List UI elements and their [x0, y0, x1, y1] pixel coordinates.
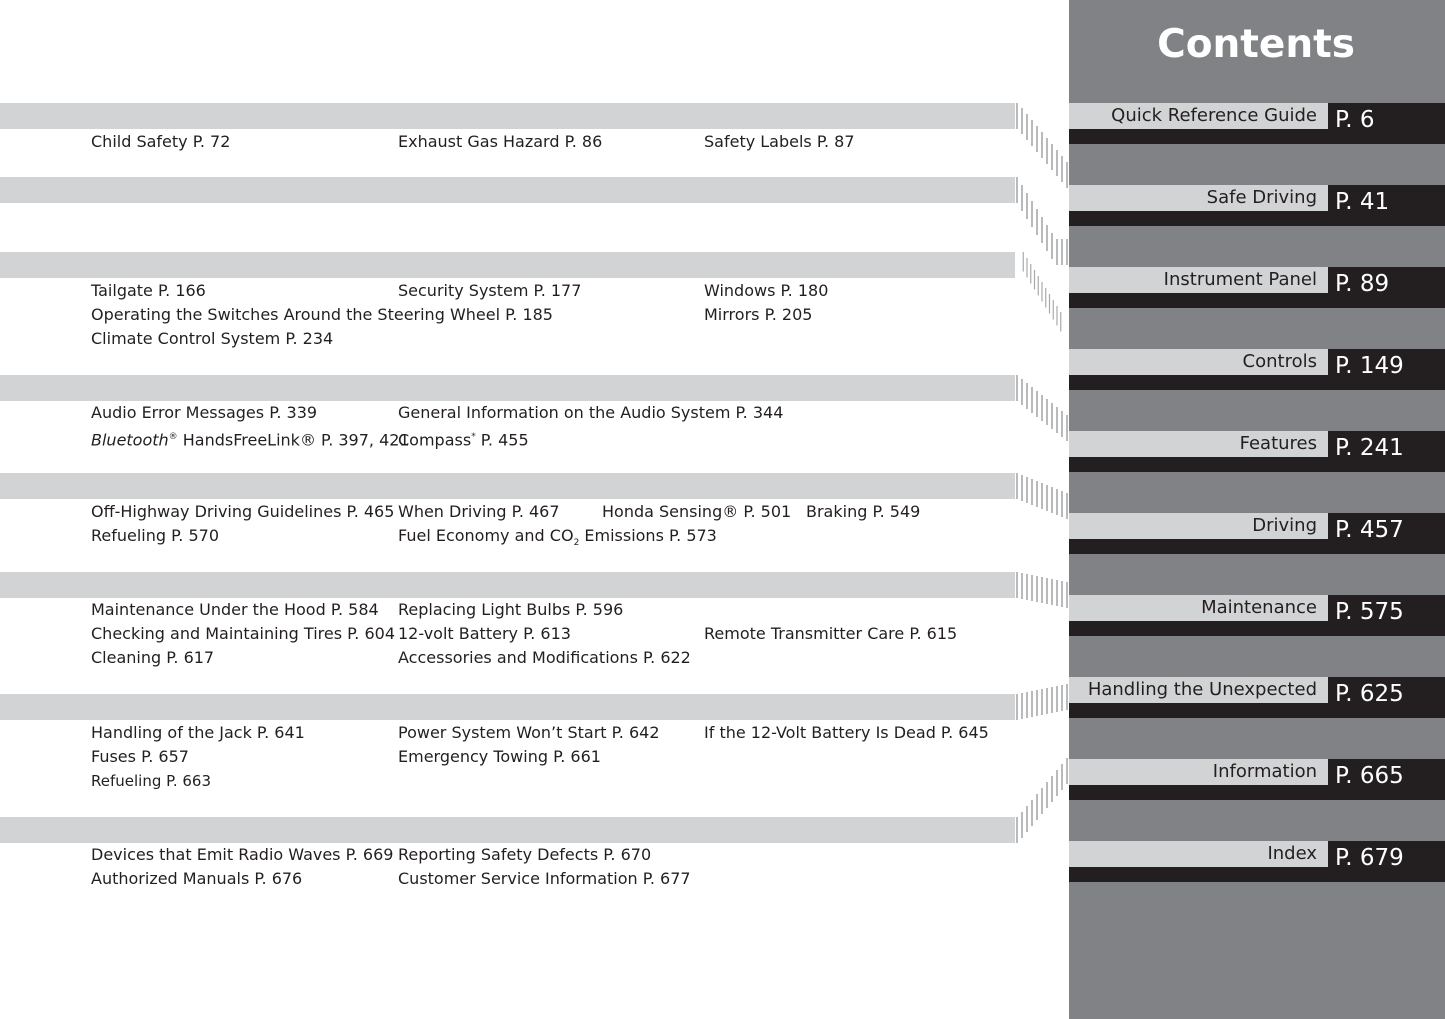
link-authorized-manuals[interactable]: Authorized Manuals P. 676 — [91, 869, 303, 888]
connector-information — [1015, 755, 1069, 845]
link-text: Fuel Economy and CO — [398, 526, 574, 545]
registered-mark: ® — [168, 432, 178, 442]
tab-maintenance[interactable]: Maintenance — [1069, 595, 1328, 621]
link-honda-sensing[interactable]: Honda Sensing® P. 501 — [602, 502, 792, 521]
tab-page-driving[interactable]: P. 457 — [1328, 513, 1445, 554]
tab-features[interactable]: Features — [1069, 431, 1328, 457]
link-remote-transmitter-care[interactable]: Remote Transmitter Care P. 615 — [704, 624, 958, 643]
link-maintenance-under-hood[interactable]: Maintenance Under the Hood P. 584 — [91, 600, 379, 619]
section-band-driving — [0, 473, 1015, 499]
section-band-safe-driving — [0, 103, 1015, 129]
section-band-features — [0, 375, 1015, 401]
tab-page-maintenance[interactable]: P. 575 — [1328, 595, 1445, 636]
tab-page-index[interactable]: P. 679 — [1328, 841, 1445, 882]
link-compass[interactable] — [398, 427, 529, 450]
link-battery-dead[interactable]: If the 12-Volt Battery Is Dead P. 645 — [704, 723, 989, 742]
link-cleaning[interactable]: Cleaning P. 617 — [91, 648, 215, 667]
link-mirrors[interactable]: Mirrors P. 205 — [704, 305, 813, 324]
tab-page-controls[interactable]: P. 149 — [1328, 349, 1445, 390]
tab-safe-driving[interactable]: Safe Driving — [1069, 185, 1328, 211]
tab-quick-reference-guide[interactable]: Quick Reference Guide — [1069, 103, 1328, 129]
page-title: Contents — [1157, 22, 1355, 67]
section-band-instrument-panel — [0, 177, 1015, 203]
link-fuel-economy[interactable] — [398, 526, 717, 553]
section-band-maintenance — [0, 572, 1015, 598]
link-refueling-unexpected[interactable]: Refueling P. 663 — [91, 772, 211, 790]
link-exhaust-gas-hazard[interactable]: Exhaust Gas Hazard P. 86 — [398, 132, 603, 151]
link-braking[interactable]: Braking P. 549 — [806, 502, 921, 521]
tab-controls[interactable]: Controls — [1069, 349, 1328, 375]
link-text: Emissions P. 573 — [579, 526, 717, 545]
section-band-controls — [0, 252, 1015, 278]
link-handling-of-jack[interactable]: Handling of the Jack P. 641 — [91, 723, 305, 742]
link-security-system[interactable]: Security System P. 177 — [398, 281, 582, 300]
tab-page-safe-driving[interactable]: P. 41 — [1328, 185, 1445, 226]
option-asterisk: * — [471, 432, 476, 442]
link-text: P. 455 — [475, 430, 529, 450]
link-refueling[interactable]: Refueling P. 570 — [91, 526, 219, 545]
link-tires[interactable]: Checking and Maintaining Tires P. 604 — [91, 624, 396, 643]
section-band-information — [0, 817, 1015, 843]
link-text: HandsFreeLink® P. 397, 421 — [177, 430, 410, 450]
tab-driving[interactable]: Driving — [1069, 513, 1328, 539]
tab-page-features[interactable]: P. 241 — [1328, 431, 1445, 472]
link-safety-labels[interactable]: Safety Labels P. 87 — [704, 132, 855, 151]
tab-page-instrument-panel[interactable]: P. 89 — [1328, 267, 1445, 308]
link-12-volt-battery[interactable]: 12-volt Battery P. 613 — [398, 624, 571, 643]
link-customer-service[interactable]: Customer Service Information P. 677 — [398, 869, 691, 888]
connector-maintenance — [1015, 572, 1069, 662]
link-radio-waves[interactable]: Devices that Emit Radio Waves P. 669 — [91, 845, 394, 864]
subscript-two: 2 — [573, 538, 580, 549]
connector-handling — [1015, 660, 1069, 750]
bluetooth-brand: Bluetooth — [91, 430, 169, 450]
connector-controls — [1015, 252, 1069, 342]
tab-handling-the-unexpected[interactable]: Handling the Unexpected — [1069, 677, 1328, 703]
connector-driving — [1015, 473, 1069, 563]
link-audio-general-info[interactable]: General Information on the Audio System P. 344 — [398, 403, 784, 422]
link-bluetooth-handsfreelink[interactable] — [91, 427, 410, 450]
link-climate-control[interactable]: Climate Control System P. 234 — [91, 329, 334, 348]
link-reporting-safety-defects[interactable]: Reporting Safety Defects P. 670 — [398, 845, 652, 864]
link-power-system-wont-start[interactable]: Power System Won’t Start P. 642 — [398, 723, 660, 742]
link-emergency-towing[interactable]: Emergency Towing P. 661 — [398, 747, 601, 766]
tab-instrument-panel[interactable]: Instrument Panel — [1069, 267, 1328, 293]
link-text: Compass — [398, 430, 472, 450]
tab-page-information[interactable]: P. 665 — [1328, 759, 1445, 800]
tab-page-handling-the-unexpected[interactable]: P. 625 — [1328, 677, 1445, 718]
link-windows[interactable]: Windows P. 180 — [704, 281, 829, 300]
link-fuses[interactable]: Fuses P. 657 — [91, 747, 189, 766]
section-band-handling — [0, 694, 1015, 720]
tab-page-quick-reference-guide[interactable]: P. 6 — [1328, 103, 1445, 144]
link-when-driving[interactable]: When Driving P. 467 — [398, 502, 560, 521]
tab-index[interactable]: Index — [1069, 841, 1328, 867]
link-tailgate[interactable]: Tailgate P. 166 — [91, 281, 206, 300]
link-audio-error-messages[interactable]: Audio Error Messages P. 339 — [91, 403, 318, 422]
tab-information[interactable]: Information — [1069, 759, 1328, 785]
link-replacing-light-bulbs[interactable]: Replacing Light Bulbs P. 596 — [398, 600, 624, 619]
connector-features — [1015, 375, 1069, 465]
link-accessories-modifications[interactable]: Accessories and Modifications P. 622 — [398, 648, 691, 667]
link-child-safety[interactable]: Child Safety P. 72 — [91, 132, 231, 151]
link-off-highway-driving[interactable]: Off-Highway Driving Guidelines P. 465 — [91, 502, 395, 521]
link-steering-wheel-switches[interactable]: Operating the Switches Around the Steering Wheel P. 185 — [91, 305, 553, 324]
